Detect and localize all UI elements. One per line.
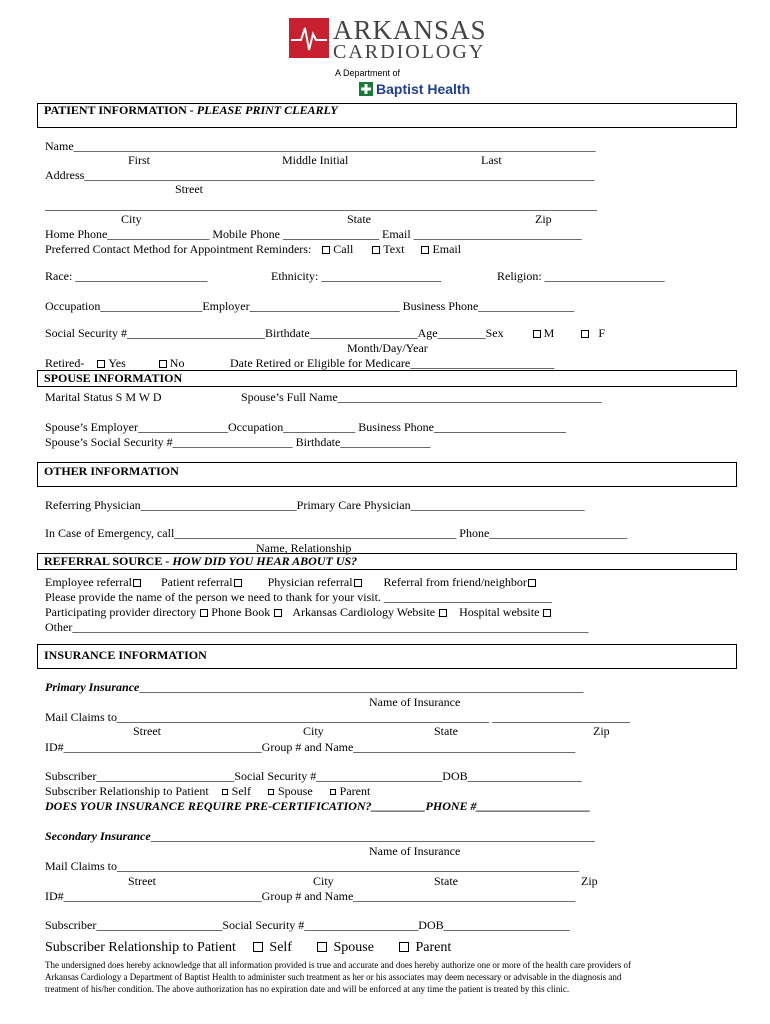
sub-spouse-checkbox[interactable]	[268, 789, 274, 795]
referral-row-1: Employee referral Patient referral Physician referral Referral from friend/neighbor	[45, 575, 539, 589]
name-relationship-label: Name, Relationship	[256, 541, 352, 555]
logo-dept-of: A Department of	[335, 68, 401, 78]
phones-field[interactable]: Home Phone_________________ Mobile Phone ________________ Email ____________________________	[45, 227, 582, 241]
disclaimer-line-1: The undersigned does hereby acknowledge that all information provided is true and accurate and does hereby authorize one or more of the health care providers of	[45, 960, 632, 970]
precert-field[interactable]: DOES YOUR INSURANCE REQUIRE PRE-CERTIFICATION?_________PHONE #___________________	[45, 799, 591, 813]
logo	[289, 16, 489, 100]
hospital-website-checkbox[interactable]	[543, 609, 551, 617]
marital-status[interactable]: Marital Status S M W D	[45, 390, 162, 404]
city-label-ins-2: City	[313, 874, 334, 888]
mdy-label: Month/Day/Year	[347, 341, 428, 355]
patient-info-header: PATIENT INFORMATION - PLEASE PRINT CLEARLY	[44, 103, 338, 117]
sex-f-checkbox[interactable]	[581, 330, 589, 338]
website-checkbox[interactable]	[439, 609, 447, 617]
sub-parent-checkbox[interactable]	[330, 789, 336, 795]
primary-insurance-field[interactable]: Primary Insurance__________________________________________________________________________	[45, 680, 584, 694]
occupation-field[interactable]: Occupation_________________Employer_________________________ Business Phone________________	[45, 299, 575, 313]
address-line-2[interactable]: ____________________________________________________________________________________________	[45, 198, 597, 212]
referral-header: REFERRAL SOURCE - HOW DID YOU HEAR ABOUT US?	[44, 554, 358, 568]
zip-label-ins-2: Zip	[581, 874, 598, 888]
name-insurance-label: Name of Insurance	[369, 695, 461, 709]
email-checkbox[interactable]	[421, 246, 429, 254]
mail-claims-field-2[interactable]: Mail Claims to_____________________________________________________________________________	[45, 859, 579, 873]
state-label-ins: State	[434, 724, 458, 738]
logo-arkansas: ARKANSAS	[333, 15, 487, 45]
spouse-ssn-field[interactable]: Spouse’s Social Security #____________________ Birthdate_______________	[45, 435, 431, 449]
city-label-ins: City	[303, 724, 324, 738]
spouse-employer-field[interactable]: Spouse’s Employer_______________Occupation____________ Business Phone______________________	[45, 420, 566, 434]
other-header: OTHER INFORMATION	[44, 464, 179, 478]
phone-book-checkbox[interactable]	[274, 609, 282, 617]
race-field[interactable]: Race: ______________________	[45, 269, 208, 283]
mail-claims-field[interactable]: Mail Claims to______________________________________________________________ _______________________	[45, 710, 630, 724]
contact-pref-row: Preferred Contact Method for Appointment Reminders: Call Text Email	[45, 242, 462, 256]
employee-referral-checkbox[interactable]	[133, 579, 141, 587]
city-label: City	[121, 212, 142, 226]
secondary-insurance-field[interactable]: Secondary Insurance__________________________________________________________________________	[45, 829, 595, 843]
sub2-parent-checkbox[interactable]	[399, 942, 409, 952]
name-field[interactable]: Name_______________________________________________________________________________________	[45, 139, 596, 153]
physician-referral-checkbox[interactable]	[354, 579, 362, 587]
baptist-cross-icon	[359, 82, 373, 96]
referring-physician-field[interactable]: Referring Physician__________________________Primary Care Physician_____________________________	[45, 498, 585, 512]
address-field[interactable]: Address_____________________________________________________________________________________	[45, 168, 595, 182]
street-label: Street	[175, 182, 203, 196]
text-checkbox[interactable]	[372, 246, 380, 254]
religion-field[interactable]: Religion: ____________________	[497, 269, 665, 283]
sub-self-checkbox[interactable]	[222, 789, 228, 795]
street-label-ins: Street	[133, 724, 161, 738]
referral-row-2: Participating provider directory Phone Book Arkansas Cardiology Website Hospital website	[45, 605, 554, 619]
first-label: First	[128, 153, 151, 167]
sub2-self-checkbox[interactable]	[253, 942, 263, 952]
logo-cardiology: CARDIOLOGY	[333, 41, 486, 63]
id-group-field-2[interactable]: ID#_________________________________Group # and Name_____________________________________	[45, 889, 576, 903]
patient-referral-checkbox[interactable]	[234, 579, 242, 587]
directory-checkbox[interactable]	[200, 609, 208, 617]
state-label: State	[347, 212, 371, 226]
last-label: Last	[481, 153, 502, 167]
insurance-header: INSURANCE INFORMATION	[44, 648, 207, 662]
id-group-field[interactable]: ID#_________________________________Group # and Name_____________________________________	[45, 740, 576, 754]
disclaimer-line-2: Arkansas Cardiology a Department of Baptist Health to administer such treatment as her or his associates may deem necessary or advisable in the diagnosis and	[45, 972, 622, 982]
thank-person-field[interactable]: Please provide the name of the person we need to thank for your visit. ____________________________	[45, 590, 552, 604]
subscriber-field[interactable]: Subscriber_______________________Social Security #_____________________DOB___________________	[45, 769, 582, 783]
other-field[interactable]: Other______________________________________________________________________________________	[45, 620, 589, 634]
call-checkbox[interactable]	[322, 246, 330, 254]
retired-row: Retired- Yes No	[45, 356, 185, 370]
disclaimer-line-3: treatment of his/her condition. The above authorization has no expiration date and will be enforced at any time the patient is treated by this clinic.	[45, 984, 570, 994]
retired-yes-checkbox[interactable]	[97, 360, 105, 368]
spouse-name-field[interactable]: Spouse’s Full Name____________________________________________	[241, 390, 602, 404]
subscriber-relationship-row: Subscriber Relationship to Patient Self Spouse Parent	[45, 784, 371, 798]
date-retired-field[interactable]: Date Retired or Eligible for Medicare________________________	[230, 356, 555, 370]
logo-baptist-health: Baptist Health	[376, 81, 471, 97]
sub2-spouse-checkbox[interactable]	[317, 942, 327, 952]
state-label-ins-2: State	[434, 874, 458, 888]
friend-referral-checkbox[interactable]	[528, 579, 536, 587]
ethnicity-field[interactable]: Ethnicity: ____________________	[271, 269, 442, 283]
zip-label-ins: Zip	[593, 724, 610, 738]
sex-m-checkbox[interactable]	[533, 330, 541, 338]
middle-label: Middle Initial	[282, 153, 349, 167]
zip-label: Zip	[535, 212, 552, 226]
subscriber-field-2[interactable]: Subscriber_____________________Social Security #___________________DOB_____________________	[45, 918, 570, 932]
spouse-header: SPOUSE INFORMATION	[44, 371, 183, 385]
name-insurance-label-2: Name of Insurance	[369, 844, 461, 858]
ssn-birthdate-row: Social Security #_______________________Birthdate__________________Age________Sex M F	[45, 326, 605, 340]
emergency-field[interactable]: In Case of Emergency, call_______________________________________________ Phone_______________________	[45, 526, 628, 540]
subscriber-relationship-row-2: Subscriber Relationship to Patient Self Spouse Parent	[45, 940, 452, 955]
retired-no-checkbox[interactable]	[159, 360, 167, 368]
heart-ecg-icon	[289, 18, 329, 58]
street-label-ins-2: Street	[128, 874, 156, 888]
